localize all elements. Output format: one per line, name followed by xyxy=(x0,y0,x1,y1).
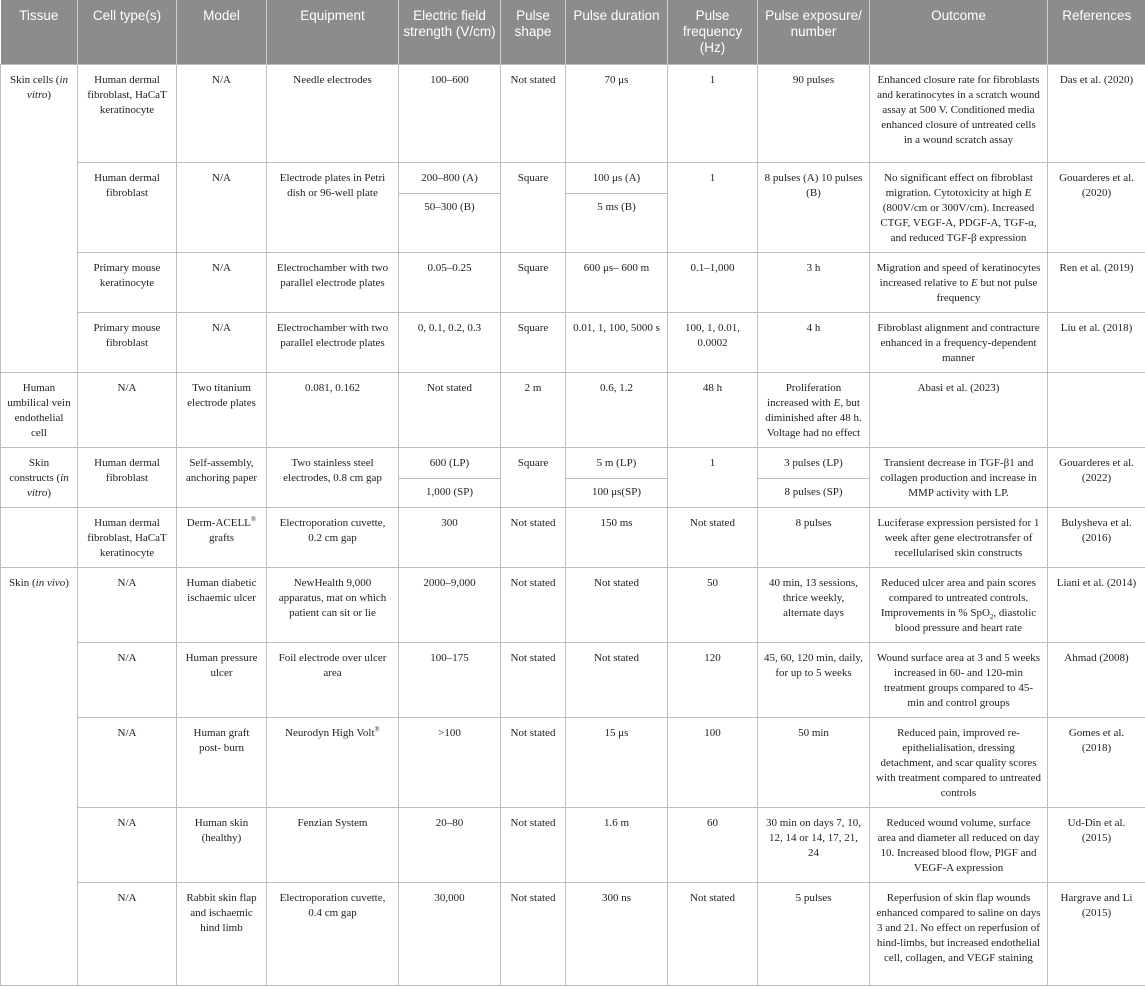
pulse-exposure: 8 pulses xyxy=(758,508,870,568)
tissue-empty xyxy=(1,508,78,568)
cell-type: Human dermal fibroblast, HaCaT keratinocyte xyxy=(78,508,177,568)
pulse-frequency: 0.6, 1.2 xyxy=(566,373,668,448)
outcome: Enhanced closure rate for fibroblasts and keratinocytes in a scratch wound assay at 500 V. Conditioned media enhanced closure of untreated cells in a wound scratch assay xyxy=(870,65,1048,163)
field-strength-b: 50–300 (B) xyxy=(399,193,501,252)
reference: Das et al. (2020) xyxy=(1048,65,1145,163)
pulse-frequency: 1 xyxy=(668,65,758,163)
tissue-group-skin-constructs: Skin constructs (in vitro) xyxy=(1,448,78,508)
field-strength: 300 xyxy=(399,508,501,568)
field-strength: 0.081, 0.162 xyxy=(267,373,399,448)
table-row xyxy=(1,65,1145,163)
pulse-duration: 1.6 m xyxy=(566,808,668,883)
cell-type: Human dermal fibroblast, HaCaT keratinocyte xyxy=(78,65,177,163)
pulse-frequency: Not stated xyxy=(668,508,758,568)
model: N/A xyxy=(78,373,177,448)
table-row xyxy=(1,163,1145,194)
header-equipment: Equipment xyxy=(267,0,399,65)
cell-type: Human dermal fibroblast xyxy=(78,163,177,253)
table-row xyxy=(1,313,1145,373)
equipment: Electrochamber with two parallel electrode plates xyxy=(267,253,399,313)
reference: Gomes et al. (2018) xyxy=(1048,718,1145,808)
pulse-exposure: 50 min xyxy=(758,718,870,808)
pulse-shape: Not stated xyxy=(501,65,566,163)
field-strength: 2000–9,000 xyxy=(399,568,501,643)
table-row xyxy=(1,253,1145,313)
model: Human graft post- burn xyxy=(177,718,267,808)
pulse-shape: Square xyxy=(501,313,566,373)
outcome: Luciferase expression persisted for 1 week after gene electrotransfer of recellularised skin constructs xyxy=(870,508,1048,568)
pulse-exposure-lp: 3 pulses (LP) xyxy=(758,448,870,479)
header-pulse-frequency: Pulse frequency (Hz) xyxy=(668,0,758,65)
tissue-group-skin-cells: Skin cells (in vitro) xyxy=(1,65,78,373)
pulse-duration: 300 ns xyxy=(566,883,668,986)
header-field-strength: Electric field strength (V/cm) xyxy=(399,0,501,65)
pulse-duration: 70 μs xyxy=(566,65,668,163)
tissue-group-skin-in-vivo: Skin (in vivo) xyxy=(1,568,78,986)
equipment: Two stainless steel electrodes, 0.8 cm gap xyxy=(267,448,399,508)
table-row xyxy=(1,718,1145,808)
pulse-duration: Not stated xyxy=(566,643,668,718)
pulse-shape: Not stated xyxy=(501,718,566,808)
outcome: Reduced wound volume, surface area and diameter all reduced on day 10. Increased blood flow, PlGF and VEGF-A expression xyxy=(870,808,1048,883)
pulse-duration-sp: 100 μs(SP) xyxy=(566,478,668,508)
field-strength: 20–80 xyxy=(399,808,501,883)
cell-type: Primary mouse keratinocyte xyxy=(78,253,177,313)
table-row xyxy=(1,808,1145,883)
pulse-exposure: 3 h xyxy=(758,253,870,313)
cell-type: Human umbilical vein endothelial cell xyxy=(1,373,78,448)
reference: Abasi et al. (2023) xyxy=(870,373,1048,448)
cell-type: Primary mouse fibroblast xyxy=(78,313,177,373)
pulse-exposure: 30 min on days 7, 10, 12, 14 or 14, 17, 21, 24 xyxy=(758,808,870,883)
equipment: Electrode plates in Petri dish or 96-well plate xyxy=(267,163,399,253)
outcome: Transient decrease in TGF-β1 and collagen production and increase in MMP activity with LP. xyxy=(870,448,1048,508)
field-strength: 100–600 xyxy=(399,65,501,163)
cell-type: Human dermal fibroblast xyxy=(78,448,177,508)
pulse-shape: Not stated xyxy=(501,883,566,986)
equipment: Electroporation cuvette, 0.4 cm gap xyxy=(267,883,399,986)
outcome: Migration and speed of keratinocytes increased relative to E but not pulse frequency xyxy=(870,253,1048,313)
pulse-exposure: 4 h xyxy=(758,313,870,373)
cell-type: N/A xyxy=(78,808,177,883)
pulse-shape: Square xyxy=(501,448,566,508)
equipment: Needle electrodes xyxy=(267,65,399,163)
outcome: Reduced ulcer area and pain scores compared to untreated controls. Improvements in % SpO$_2$, diastolic blood pressure and heart rate xyxy=(870,568,1048,643)
table-row xyxy=(1,448,1145,479)
pulse-frequency: 0.1–1,000 xyxy=(668,253,758,313)
equipment: Electroporation cuvette, 0.2 cm gap xyxy=(267,508,399,568)
equipment: Fenzian System xyxy=(267,808,399,883)
field-strength: 30,000 xyxy=(399,883,501,986)
pulse-frequency: 100, 1, 0.01, 0.0002 xyxy=(668,313,758,373)
header-row xyxy=(1,0,1145,65)
field-strength: 100–175 xyxy=(399,643,501,718)
pulse-exposure: 90 pulses xyxy=(758,65,870,163)
pulse-frequency: 60 xyxy=(668,808,758,883)
pulse-exposure: 40 min, 13 sessions, thrice weekly, alternate days xyxy=(758,568,870,643)
pulse-shape: Not stated xyxy=(399,373,501,448)
model: Human skin (healthy) xyxy=(177,808,267,883)
field-strength-lp: 600 (LP) xyxy=(399,448,501,479)
model: Human diabetic ischaemic ulcer xyxy=(177,568,267,643)
reference: Gouarderes et al. (2022) xyxy=(1048,448,1145,508)
pulse-shape: Not stated xyxy=(501,808,566,883)
pulse-duration-a: 100 μs (A) xyxy=(566,163,668,194)
reference: Liu et al. (2018) xyxy=(1048,313,1145,373)
pulse-shape: Not stated xyxy=(501,643,566,718)
pulse-shape: Square xyxy=(501,163,566,253)
pulse-frequency: Not stated xyxy=(668,883,758,986)
outcome: Fibroblast alignment and contracture enhanced in a frequency-dependent manner xyxy=(870,313,1048,373)
pulse-frequency: 100 xyxy=(668,718,758,808)
equipment: Foil electrode over ulcer area xyxy=(267,643,399,718)
reference: Ren et al. (2019) xyxy=(1048,253,1145,313)
equipment: NewHealth 9,000 apparatus, mat on which patient can sit or lie xyxy=(267,568,399,643)
model: Rabbit skin flap and ischaemic hind limb xyxy=(177,883,267,986)
equipment: Neurodyn High Volt® xyxy=(267,718,399,808)
table-row xyxy=(1,568,1145,643)
model: N/A xyxy=(177,253,267,313)
pulse-duration: Not stated xyxy=(566,568,668,643)
reference: Bulysheva et al. (2016) xyxy=(1048,508,1145,568)
header-tissue: Tissue xyxy=(1,0,78,65)
pulse-frequency: 1 xyxy=(668,448,758,508)
pulse-exposure-sp: 8 pulses (SP) xyxy=(758,478,870,508)
cell-type: N/A xyxy=(78,643,177,718)
pulse-duration: 600 μs– 600 m xyxy=(566,253,668,313)
pulse-shape: Square xyxy=(501,253,566,313)
equipment: Electrochamber with two parallel electrode plates xyxy=(267,313,399,373)
outcome: Reduced pain, improved re-epithelialisation, dressing detachment, and scar quality scores with treatment compared to untreated controls xyxy=(870,718,1048,808)
pulse-duration: 0.01, 1, 100, 5000 s xyxy=(566,313,668,373)
cell-type: N/A xyxy=(78,568,177,643)
header-pulse-duration: Pulse duration xyxy=(566,0,668,65)
table-row xyxy=(1,508,1145,568)
model: Self-assembly, anchoring paper xyxy=(177,448,267,508)
pulse-exposure: 5 pulses xyxy=(758,883,870,986)
header-outcome: Outcome xyxy=(870,0,1048,65)
pulse-duration: 2 m xyxy=(501,373,566,448)
pulse-duration: 150 ms xyxy=(566,508,668,568)
model: N/A xyxy=(177,163,267,253)
field-strength: 0.05–0.25 xyxy=(399,253,501,313)
header-references: References xyxy=(1048,0,1145,65)
header-pulse-exposure: Pulse exposure/ number xyxy=(758,0,870,65)
header-model: Model xyxy=(177,0,267,65)
pulse-exposure: 8 pulses (A) 10 pulses (B) xyxy=(758,163,870,253)
model: Derm-ACELL® grafts xyxy=(177,508,267,568)
pulse-exposure: 45, 60, 120 min, daily, for up to 5 weeks xyxy=(758,643,870,718)
pulse-shape: Not stated xyxy=(501,508,566,568)
pulse-frequency: 1 xyxy=(668,163,758,253)
equipment: Two titanium electrode plates xyxy=(177,373,267,448)
pulse-shape: Not stated xyxy=(501,568,566,643)
table-row xyxy=(1,373,1145,448)
field-strength-a: 200–800 (A) xyxy=(399,163,501,194)
reference: Ud-Din et al. (2015) xyxy=(1048,808,1145,883)
model: N/A xyxy=(177,65,267,163)
outcome: Proliferation increased with E, but diminished after 48 h. Voltage had no effect xyxy=(758,373,870,448)
reference: Hargrave and Li (2015) xyxy=(1048,883,1145,986)
outcome: Reperfusion of skin flap wounds enhanced compared to saline on days 3 and 21. No effect on reperfusion of hind-limbs, but increased endothelial cell, collagen, and VEGF staining xyxy=(870,883,1048,986)
model: Human pressure ulcer xyxy=(177,643,267,718)
field-strength-sp: 1,000 (SP) xyxy=(399,478,501,508)
pulse-frequency: 120 xyxy=(668,643,758,718)
reference: Liani et al. (2014) xyxy=(1048,568,1145,643)
outcome: Wound surface area at 3 and 5 weeks increased in 60- and 120-min treatment groups compared to 45-min and control groups xyxy=(870,643,1048,718)
field-strength: 0, 0.1, 0.2, 0.3 xyxy=(399,313,501,373)
model: N/A xyxy=(177,313,267,373)
header-cell-types: Cell type(s) xyxy=(78,0,177,65)
field-strength: >100 xyxy=(399,718,501,808)
pulse-frequency: 50 xyxy=(668,568,758,643)
pulse-duration: 15 μs xyxy=(566,718,668,808)
pulse-duration-lp: 5 m (LP) xyxy=(566,448,668,479)
table-row xyxy=(1,643,1145,718)
header-pulse-shape: Pulse shape xyxy=(501,0,566,65)
table-row xyxy=(1,883,1145,986)
outcome: No significant effect on fibroblast migration. Cytotoxicity at high E (800V/cm or 300V/cm). Increased CTGF, VEGF-A, PDGF-A, TGF-α, and reduced TGF-β expression xyxy=(870,163,1048,253)
cell-type: N/A xyxy=(78,718,177,808)
reference: Gouarderes et al. (2020) xyxy=(1048,163,1145,253)
reference: Ahmad (2008) xyxy=(1048,643,1145,718)
pulse-exposure: 48 h xyxy=(668,373,758,448)
pulse-duration-b: 5 ms (B) xyxy=(566,193,668,252)
cell-type: N/A xyxy=(78,883,177,986)
